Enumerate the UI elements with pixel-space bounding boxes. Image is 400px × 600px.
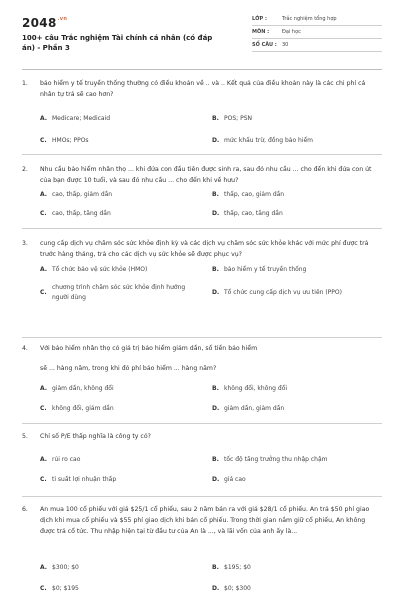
question-number: 2.	[22, 166, 28, 173]
document-title: 100+ câu Trắc nghiệm Tài chính cá nhân (có đáp án) - Phần 3	[22, 34, 213, 52]
option-d[interactable]	[212, 404, 382, 414]
option-c[interactable]	[40, 584, 200, 594]
option-b[interactable]	[212, 563, 382, 573]
option-letter: A.	[40, 564, 48, 571]
option-c[interactable]	[40, 475, 200, 485]
option-text: tốc độ tăng trưởng thu nhập chậm	[224, 456, 328, 463]
option-letter: A.	[40, 385, 48, 392]
option-letter: D.	[212, 476, 220, 483]
option-a[interactable]	[40, 455, 200, 465]
meta-key: MÔN :	[252, 29, 270, 35]
option-b[interactable]	[212, 114, 382, 124]
question-number: 1.	[22, 80, 28, 87]
option-letter: D.	[212, 585, 220, 592]
option-text: Medicare; Medicaid	[52, 115, 111, 122]
meta-row-count	[252, 39, 382, 52]
option-letter: D.	[212, 405, 220, 412]
option-text: thấp, cao, giảm dần	[224, 191, 285, 198]
option-b[interactable]	[212, 384, 382, 394]
question-text-line2: sẽ ... hàng năm, trong khi đó phí bảo hiểm ... hàng năm?	[40, 365, 217, 372]
option-text: cao, thấp, tăng dần	[52, 210, 111, 217]
option-a[interactable]	[40, 114, 200, 124]
header-divider	[22, 69, 382, 70]
option-c[interactable]	[40, 136, 200, 146]
question-number: 4.	[22, 345, 28, 352]
option-d[interactable]	[212, 475, 382, 485]
option-text: Tổ chức cung cấp dịch vụ ưu tiên (PPO)	[224, 289, 342, 296]
option-text: giảm dần, không đổi	[52, 385, 114, 392]
question-text: cung cấp dịch vụ chăm sóc sức khỏe định kỳ và các dịch vụ chăm sóc sức khỏe khác với mức phí được trả trước hàng tháng, trả cho các dịch vụ sức khỏe sẽ được phục vụ?	[40, 240, 369, 258]
option-a[interactable]	[40, 563, 200, 573]
logo-tld: .vn	[57, 16, 68, 22]
option-letter: D.	[212, 210, 220, 217]
option-letter: A.	[40, 115, 48, 122]
question-text: Với bảo hiểm nhân thọ có giá trị bảo hiểm giảm dần, số tiền bảo hiểm	[40, 345, 258, 352]
option-letter: A.	[40, 456, 48, 463]
option-letter: D.	[212, 137, 220, 144]
question-number: 6.	[22, 506, 28, 513]
option-letter: D.	[212, 289, 220, 296]
option-text: rủi ro cao	[52, 456, 81, 463]
option-a[interactable]	[40, 384, 200, 394]
option-a[interactable]	[40, 265, 200, 275]
option-letter: B.	[212, 191, 219, 198]
question-divider	[22, 337, 382, 338]
option-letter: C.	[40, 476, 47, 483]
meta-row-subject	[252, 26, 382, 39]
option-b[interactable]	[212, 265, 382, 275]
option-text: giá cao	[224, 476, 246, 483]
option-letter: B.	[212, 266, 219, 273]
question-text: An mua 100 cổ phiếu với giá $25/1 cổ phiếu, sau 2 năm bán ra với giá $28/1 cổ phiếu. An trả $50 phí giao dịch khi mua cổ phiếu và $55 phí giao dịch khi bán cổ phiếu. Trong thời gian nắm giữ cổ phiếu, An không được trả cổ tức. Thu nhập hiện tại từ đầu tư của An là ..., và lãi vốn của anh ấy là...	[40, 506, 370, 535]
option-text: $0; $195	[52, 585, 79, 592]
option-b[interactable]	[212, 190, 382, 200]
meta-row-class	[252, 13, 382, 26]
option-letter: B.	[212, 115, 219, 122]
option-letter: B.	[212, 456, 219, 463]
site-logo[interactable]	[22, 16, 67, 30]
option-letter: A.	[40, 191, 48, 198]
option-text: bảo hiểm y tế truyền thống	[224, 266, 307, 273]
option-d[interactable]	[212, 584, 382, 594]
option-text: giảm dần, giảm dần	[224, 405, 285, 412]
meta-value: Trắc nghiệm tổng hợp	[282, 16, 337, 22]
document-header	[0, 0, 400, 66]
option-text: HMOs; PPOs	[52, 137, 89, 144]
option-d[interactable]	[212, 288, 382, 298]
question-number: 5.	[22, 433, 28, 440]
option-letter: C.	[40, 585, 47, 592]
option-text: $300; $0	[52, 564, 79, 571]
option-d[interactable]	[212, 209, 382, 219]
option-c[interactable]	[40, 283, 200, 303]
option-letter: B.	[212, 564, 219, 571]
logo-text: 2048	[22, 16, 57, 30]
option-text: chương trình chăm sóc sức khỏe định hướng người dùng	[52, 284, 186, 301]
question-divider	[22, 154, 382, 155]
option-letter: A.	[40, 266, 48, 273]
option-b[interactable]	[212, 455, 382, 465]
option-c[interactable]	[40, 404, 200, 414]
meta-value: Đại học	[282, 29, 301, 35]
option-text: mức khấu trừ, đồng bảo hiểm	[224, 137, 314, 144]
option-letter: C.	[40, 405, 47, 412]
question-divider	[22, 228, 382, 229]
option-a[interactable]	[40, 190, 200, 200]
option-c[interactable]	[40, 209, 200, 219]
option-text: Tổ chức bảo vệ sức khỏe (HMO)	[52, 266, 148, 273]
meta-key: LỚP :	[252, 16, 267, 22]
option-text: POS; PSN	[224, 115, 252, 122]
option-letter: C.	[40, 289, 47, 296]
option-text: thấp, cao, tăng dần	[224, 210, 283, 217]
question-text: Nhu cầu bảo hiểm nhân thọ ... khi đứa con đầu tiên được sinh ra, sau đó nhu cầu ... cho đến khi đứa con út của bạn được 10 tuổi, và sau đó nhu cầu ... cho đến khi về hưu?	[40, 166, 372, 184]
meta-value: 30	[282, 42, 289, 48]
option-letter: C.	[40, 210, 47, 217]
option-letter: C.	[40, 137, 47, 144]
question-text: bảo hiểm y tế truyền thống thường có điều khoản về .. và .. Kết quả của điều khoản này là các chi phí cá nhân tự trả sẽ cao hơn?	[40, 80, 366, 98]
question-divider	[22, 423, 382, 424]
option-text: tỉ suất lợi nhuận thấp	[52, 476, 117, 483]
option-text: cao, thấp, giảm dần	[52, 191, 113, 198]
question-text: Chỉ số P/E thấp nghĩa là công ty có?	[40, 433, 151, 440]
option-text: không đổi, không đổi	[224, 385, 288, 392]
option-d[interactable]	[212, 136, 382, 146]
option-text: không đổi, giảm dần	[52, 405, 114, 412]
meta-key: SỐ CÂU :	[252, 42, 277, 48]
option-text: $0; $300	[224, 585, 251, 592]
question-number: 3.	[22, 240, 28, 247]
option-letter: B.	[212, 385, 219, 392]
document-meta	[252, 13, 382, 52]
option-text: $195; $0	[224, 564, 251, 571]
question-divider	[22, 496, 382, 497]
